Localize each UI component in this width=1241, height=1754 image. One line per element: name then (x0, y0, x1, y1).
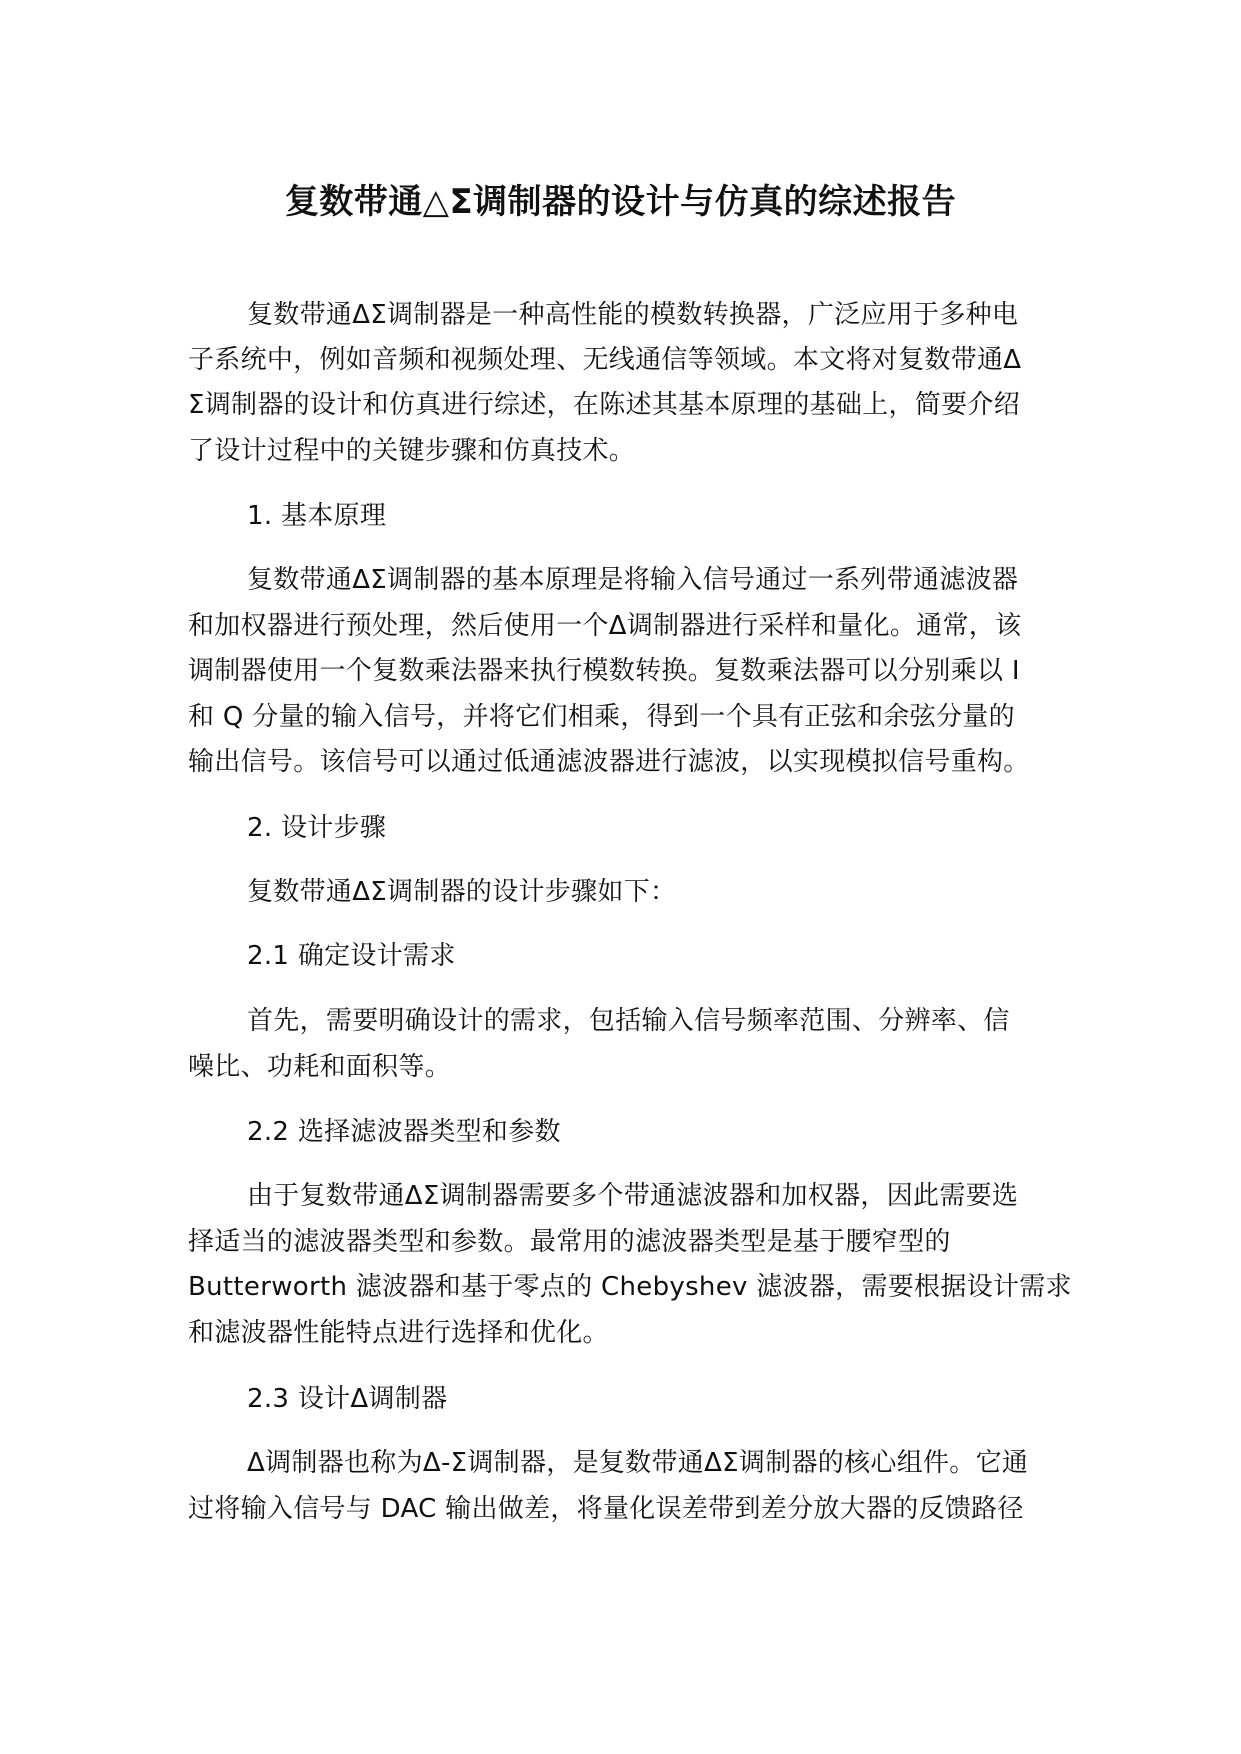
subsection-2-3-heading: 2.3 设计Δ调制器 (247, 1384, 448, 1414)
subsection-2-3-line-1: Δ调制器也称为Δ-Σ调制器，是复数带通ΔΣ调制器的核心组件。它通 (247, 1448, 1029, 1478)
section1-line-4: 和 Q 分量的输入信号，并将它们相乘，得到一个具有正弦和余弦分量的 (188, 702, 1015, 732)
subsection-2-2-line-3: Butterworth 滤波器和基于零点的 Chebyshev 滤波器，需要根据设计需求 (188, 1272, 1072, 1302)
subsection-2-2-line-4: 和滤波器性能特点进行选择和优化。 (188, 1318, 609, 1348)
section2-heading: 2. 设计步骤 (247, 813, 387, 843)
document-title: 复数带通△Σ调制器的设计与仿真的综述报告 (284, 182, 957, 222)
subsection-2-2-line-1: 由于复数带通ΔΣ调制器需要多个带通滤波器和加权器，因此需要选 (247, 1181, 1019, 1211)
section1-line-2: 和加权器进行预处理，然后使用一个Δ调制器进行采样和量化。通常，该 (188, 611, 1022, 641)
section2-intro: 复数带通ΔΣ调制器的设计步骤如下： (247, 877, 677, 907)
subsection-2-3-line-2: 过将输入信号与 DAC 输出做差，将量化误差带到差分放大器的反馈路径 (188, 1494, 1024, 1524)
section1-line-3: 调制器使用一个复数乘法器来执行模数转换。复数乘法器可以分别乘以 I (188, 656, 1020, 686)
subsection-2-1-line-2: 噪比、功耗和面积等。 (188, 1052, 452, 1082)
intro-line-2: 子系统中，例如音频和视频处理、无线通信等领域。本文将对复数带通Δ (188, 345, 1022, 375)
section1-heading: 1. 基本原理 (247, 501, 387, 531)
intro-line-3: Σ调制器的设计和仿真进行综述，在陈述其基本原理的基础上，简要介绍 (188, 390, 1021, 420)
subsection-2-2-line-2: 择适当的滤波器类型和参数。最常用的滤波器类型是基于腰窄型的 (188, 1227, 951, 1257)
subsection-2-1-heading: 2.1 确定设计需求 (247, 941, 456, 971)
subsection-2-2-heading: 2.2 选择滤波器类型和参数 (247, 1117, 561, 1147)
intro-line-4: 了设计过程中的关键步骤和仿真技术。 (188, 436, 636, 466)
section1-line-1: 复数带通ΔΣ调制器的基本原理是将输入信号通过一系列带通滤波器 (247, 565, 1019, 595)
section1-line-5: 输出信号。该信号可以通过低通滤波器进行滤波，以实现模拟信号重构。 (188, 747, 1030, 777)
intro-line-1: 复数带通ΔΣ调制器是一种高性能的模数转换器，广泛应用于多种电 (247, 300, 1019, 330)
subsection-2-1-line-1: 首先，需要明确设计的需求，包括输入信号频率范围、分辨率、信 (247, 1006, 1010, 1036)
